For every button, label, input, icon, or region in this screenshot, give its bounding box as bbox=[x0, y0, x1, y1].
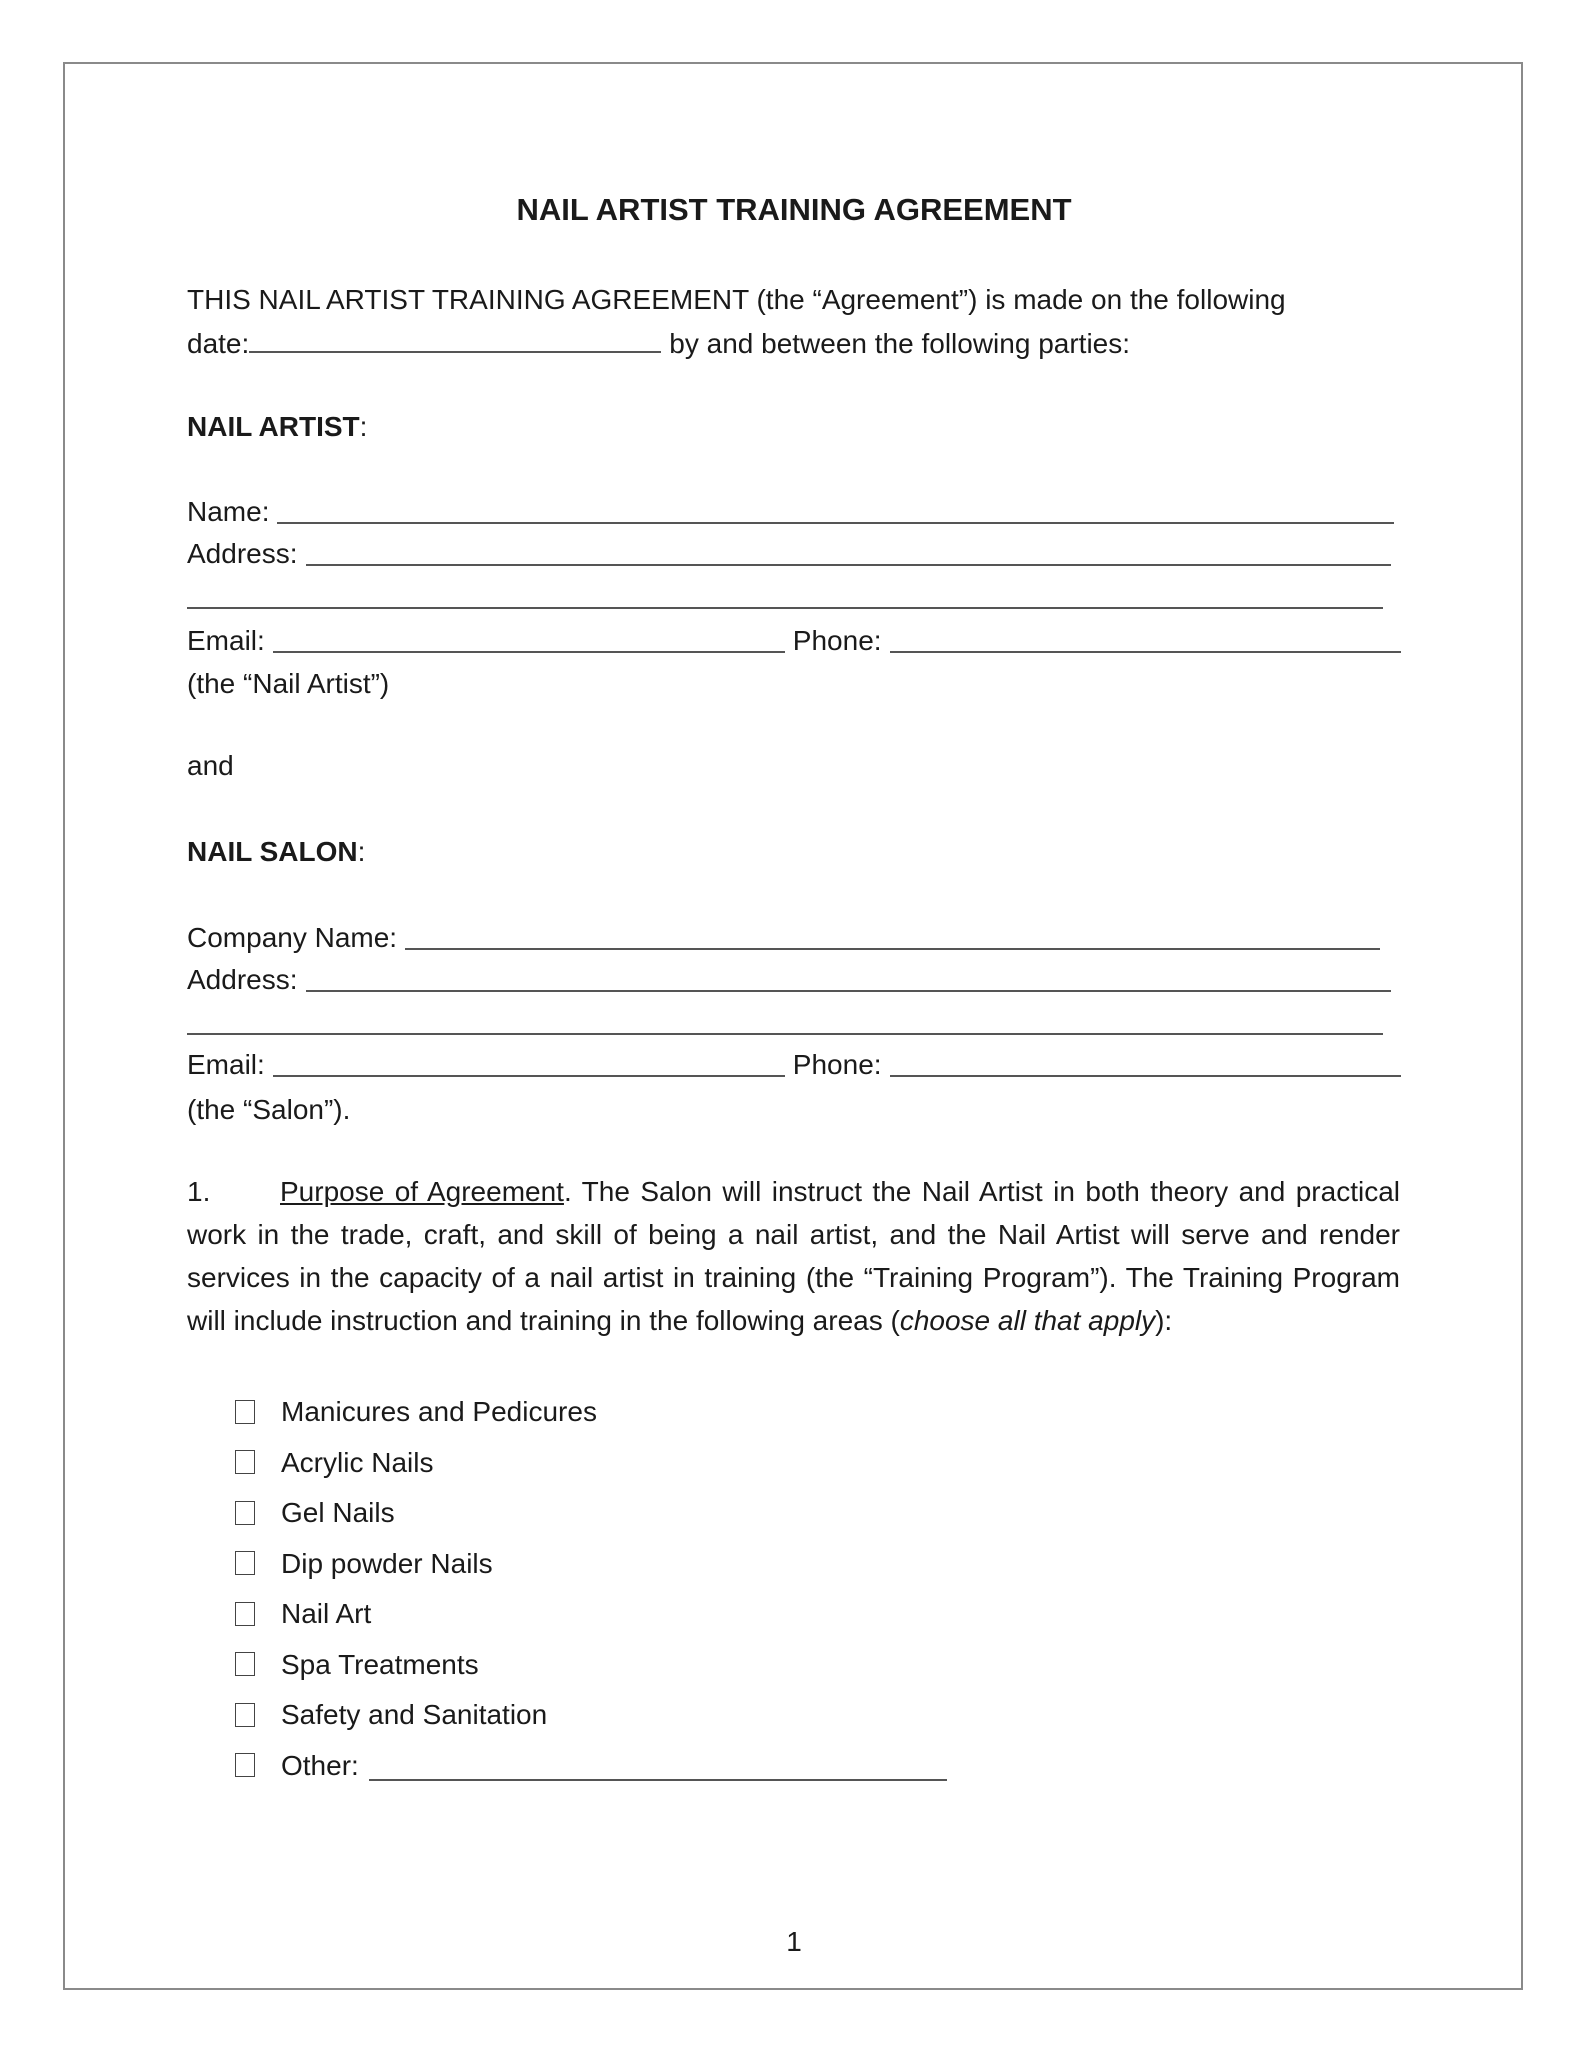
artist-name-row bbox=[187, 490, 1394, 533]
section-number: 1. bbox=[187, 1176, 211, 1207]
intro-line-2-rest: by and between the following parties: bbox=[669, 328, 1131, 359]
artist-contact-row bbox=[187, 619, 1401, 662]
section-heading: Purpose of Agreement bbox=[280, 1176, 564, 1207]
checkbox[interactable] bbox=[235, 1400, 255, 1424]
checkbox-label: Dip powder Nails bbox=[281, 1547, 493, 1579]
section-end: ): bbox=[1155, 1305, 1173, 1336]
document-title: NAIL ARTIST TRAINING AGREEMENT bbox=[516, 192, 1072, 227]
checkbox-label: Manicures and Pedicures bbox=[281, 1396, 597, 1427]
checkbox[interactable] bbox=[235, 1602, 255, 1626]
checkbox[interactable] bbox=[235, 1450, 255, 1474]
and-text: and bbox=[187, 750, 234, 781]
artist-defined-as: (the “Nail Artist”) bbox=[187, 668, 390, 699]
checkbox-item bbox=[235, 1744, 947, 1787]
section-italic: choose all that apply bbox=[899, 1305, 1156, 1336]
artist-address-line-2[interactable] bbox=[187, 607, 1383, 609]
checkbox-item bbox=[235, 1592, 371, 1635]
checkbox-item bbox=[235, 1390, 597, 1433]
checkbox[interactable] bbox=[235, 1652, 255, 1676]
checkbox[interactable] bbox=[235, 1753, 255, 1777]
intro-line-2 bbox=[187, 321, 1400, 365]
salon-address-line-2[interactable] bbox=[187, 1033, 1383, 1035]
checkbox-label: Acrylic Nails bbox=[281, 1446, 434, 1478]
checkbox-label: Safety and Sanitation bbox=[281, 1699, 548, 1730]
salon-address-label: Address: bbox=[187, 964, 298, 995]
artist-address-label: Address: bbox=[187, 538, 298, 569]
nail-salon-heading-text: NAIL SALON bbox=[187, 836, 358, 867]
checkbox[interactable] bbox=[235, 1501, 255, 1525]
salon-company-label: Company Name: bbox=[187, 922, 398, 953]
other-field[interactable] bbox=[369, 1749, 947, 1781]
artist-email-field[interactable] bbox=[273, 651, 785, 653]
salon-defined-as: (the “Salon”). bbox=[187, 1094, 351, 1125]
artist-name-label: Name: bbox=[187, 496, 270, 527]
checkbox[interactable] bbox=[235, 1703, 255, 1727]
section-1-paragraph bbox=[187, 1170, 1400, 1342]
salon-phone-field[interactable] bbox=[890, 1075, 1401, 1077]
artist-name-field[interactable] bbox=[277, 522, 1394, 524]
artist-email-label: Email: bbox=[187, 625, 265, 656]
artist-address-field[interactable] bbox=[306, 564, 1392, 566]
salon-contact-row bbox=[187, 1043, 1401, 1086]
nail-artist-heading-text: NAIL ARTIST bbox=[187, 411, 360, 442]
checkbox-label: Spa Treatments bbox=[281, 1648, 479, 1680]
checkbox[interactable] bbox=[235, 1551, 255, 1575]
salon-company-row bbox=[187, 916, 1380, 959]
salon-email-label: Email: bbox=[187, 1049, 265, 1080]
checkbox-label: Nail Art bbox=[281, 1598, 372, 1629]
checkbox-item bbox=[235, 1441, 433, 1484]
colon: : bbox=[357, 836, 366, 867]
checkbox-label: Gel Nails bbox=[281, 1497, 395, 1528]
artist-address-row bbox=[187, 532, 1391, 575]
salon-address-row bbox=[187, 958, 1391, 1001]
colon: : bbox=[359, 411, 368, 442]
nail-artist-heading bbox=[187, 405, 1400, 448]
salon-email-field[interactable] bbox=[273, 1075, 785, 1077]
salon-company-field[interactable] bbox=[405, 948, 1380, 950]
checkbox-item bbox=[235, 1491, 395, 1534]
date-field[interactable] bbox=[249, 321, 661, 353]
checkbox-label: Other: bbox=[281, 1749, 359, 1781]
nail-salon-heading bbox=[187, 830, 1400, 873]
intro-line-1: THIS NAIL ARTIST TRAINING AGREEMENT (the “Agreement”) is made on the following bbox=[187, 284, 1286, 315]
date-label: date: bbox=[187, 328, 250, 359]
artist-phone-label: Phone: bbox=[792, 625, 882, 656]
checkbox-item bbox=[235, 1643, 479, 1686]
checkbox-item bbox=[235, 1693, 547, 1736]
salon-address-field[interactable] bbox=[306, 990, 1392, 992]
artist-phone-field[interactable] bbox=[890, 651, 1401, 653]
salon-phone-label: Phone: bbox=[792, 1049, 882, 1080]
section-text: . The Salon will instruct the Nail Artist in both theory and practical work in the trade, craft, and skill of being a nail artist, and the Nail Artist will serve and render services in the capacity of a nail artist in training (the “Training Program”). The Training Program will include instruction and training in the following areas ( bbox=[187, 1176, 1400, 1336]
page-number: 1 bbox=[786, 1926, 802, 1957]
checkbox-item bbox=[235, 1542, 493, 1585]
